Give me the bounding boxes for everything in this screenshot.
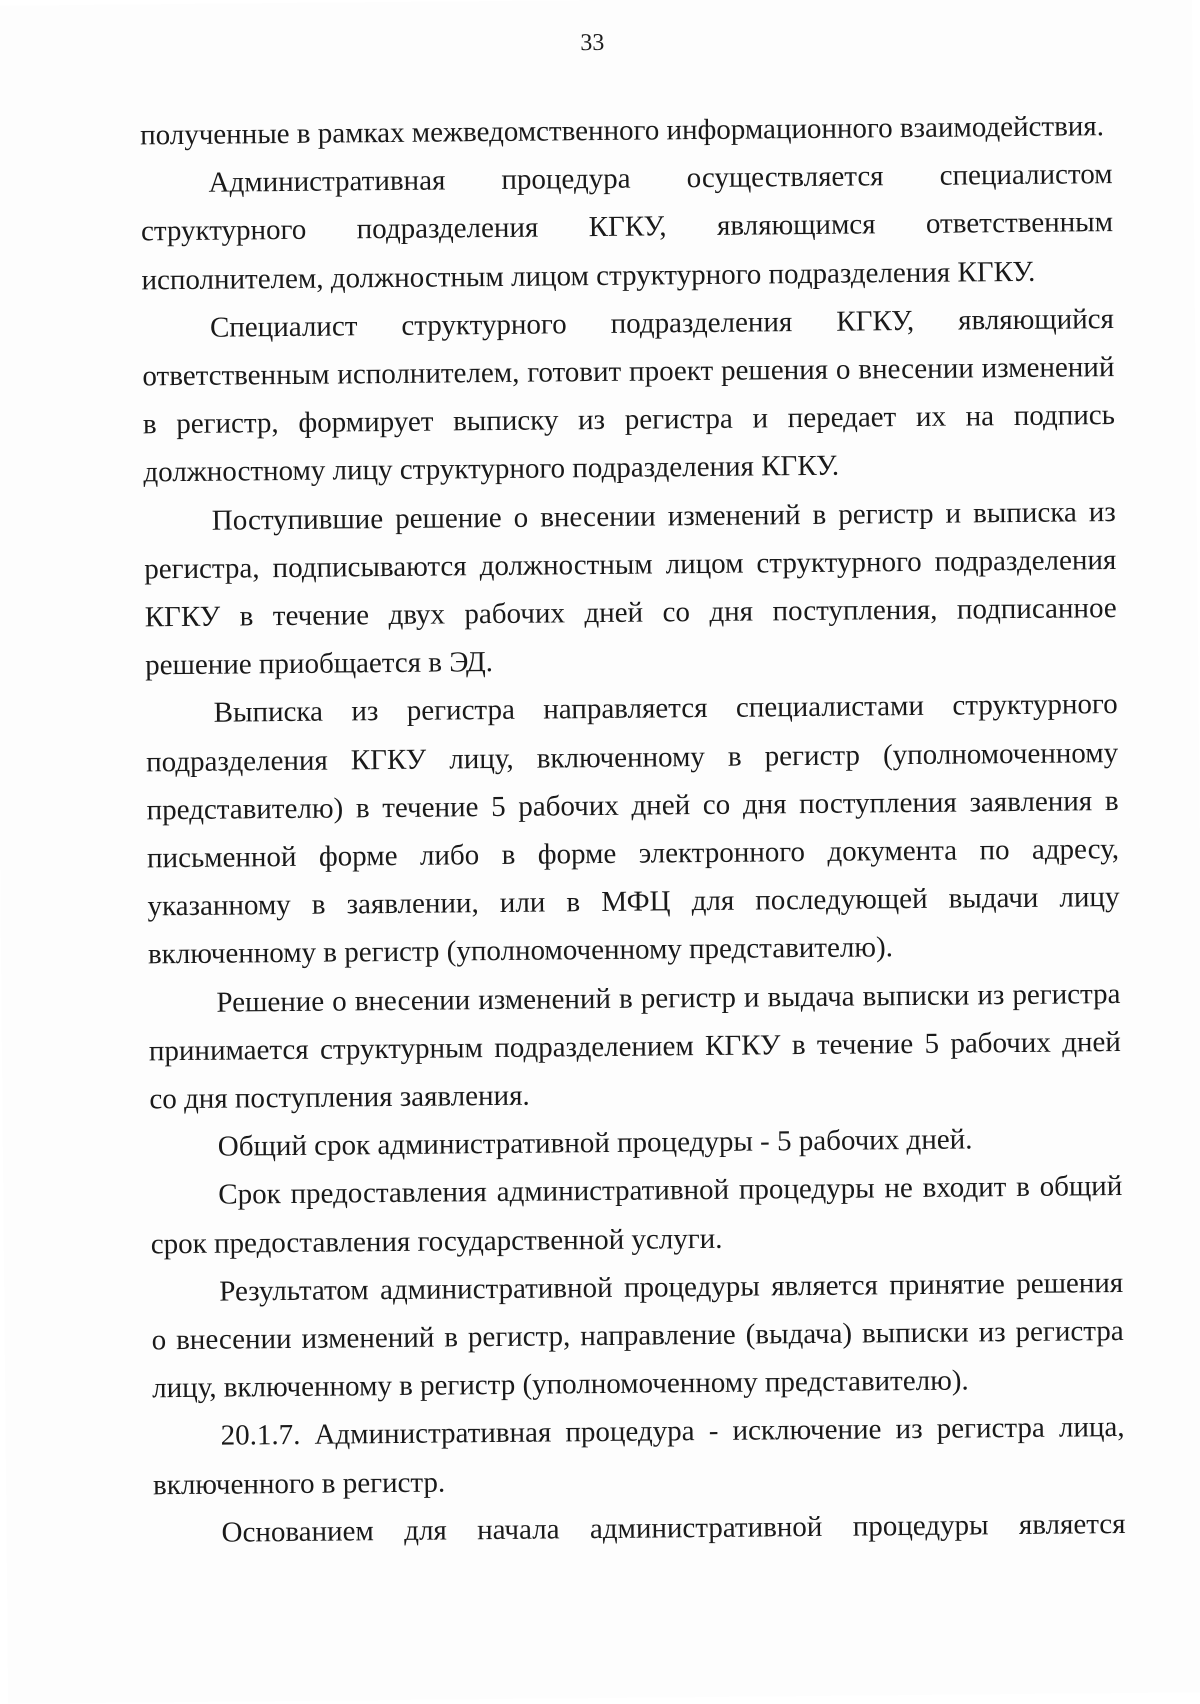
document-body <box>140 102 1126 1557</box>
paragraph-decision-signed: Поступившие решение о внесении изменений в регистр и выписка из регистра, подписываются должностным лицом структурного подразделения КГКУ в течение двух рабочих дней со дня поступления, подписанное решение приобщается в ЭД. <box>144 495 1117 682</box>
paragraph-total-term: Общий срок административной процедуры - 5 рабочих дней. <box>217 1123 973 1163</box>
paragraph-procedure-executor: Административная процедура осуществляется специалистом структурного подразделения КГКУ, являющимся ответственным исполнителем, должностным лицом структурного подразделения КГКУ. <box>140 158 1114 296</box>
paragraph-continuation: полученные в рамках межведомственного информационного взаимодействия. <box>139 110 1105 152</box>
paragraph-extract-sent: Выписка из регистра направляется специалистами структурного подразделения КГКУ лицу, включенному в регистр (уполномоченному представителю) в течение 5 рабочих дней со дня поступления заявления в письменной форме либо в форме электронного документа по адресу, указанному в заявлении, или в МФЦ для последующей выдачи лицу включенному в регистр (уполномоченному представителю). <box>145 688 1120 971</box>
page-number: 33 <box>580 29 605 57</box>
paragraph-basis-start: Основанием для начала административной процедуры является <box>221 1507 1126 1549</box>
paragraph-specialist-prepares: Специалист структурного подразделения КГКУ, являющийся ответственным исполнителем, готовит проект решения о внесении изменений в регистр, формирует выписку из регистра и передает их на подпись должностному лицу структурного подразделения КГКУ. <box>142 302 1116 489</box>
paragraph-section-20-1-7: 20.1.7. Административная процедура - исключение из регистра лица, включенного в регистр. <box>152 1411 1125 1502</box>
paragraph-decision-term: Решение о внесении изменений в регистр и выдача выписки из регистра принимается структурным подразделением КГКУ в течение 5 рабочих дней со дня поступления заявления. <box>148 977 1122 1116</box>
paragraph-term-excluded: Срок предоставления административной процедуры не входит в общий срок предоставления государственной услуги. <box>150 1170 1123 1261</box>
paragraph-result: Результатом административной процедуры является принятие решения о внесении изменений в регистр, направление (выдача) выписки из регистра лицу, включенному в регистр (уполномоченному представителю). <box>151 1266 1124 1405</box>
